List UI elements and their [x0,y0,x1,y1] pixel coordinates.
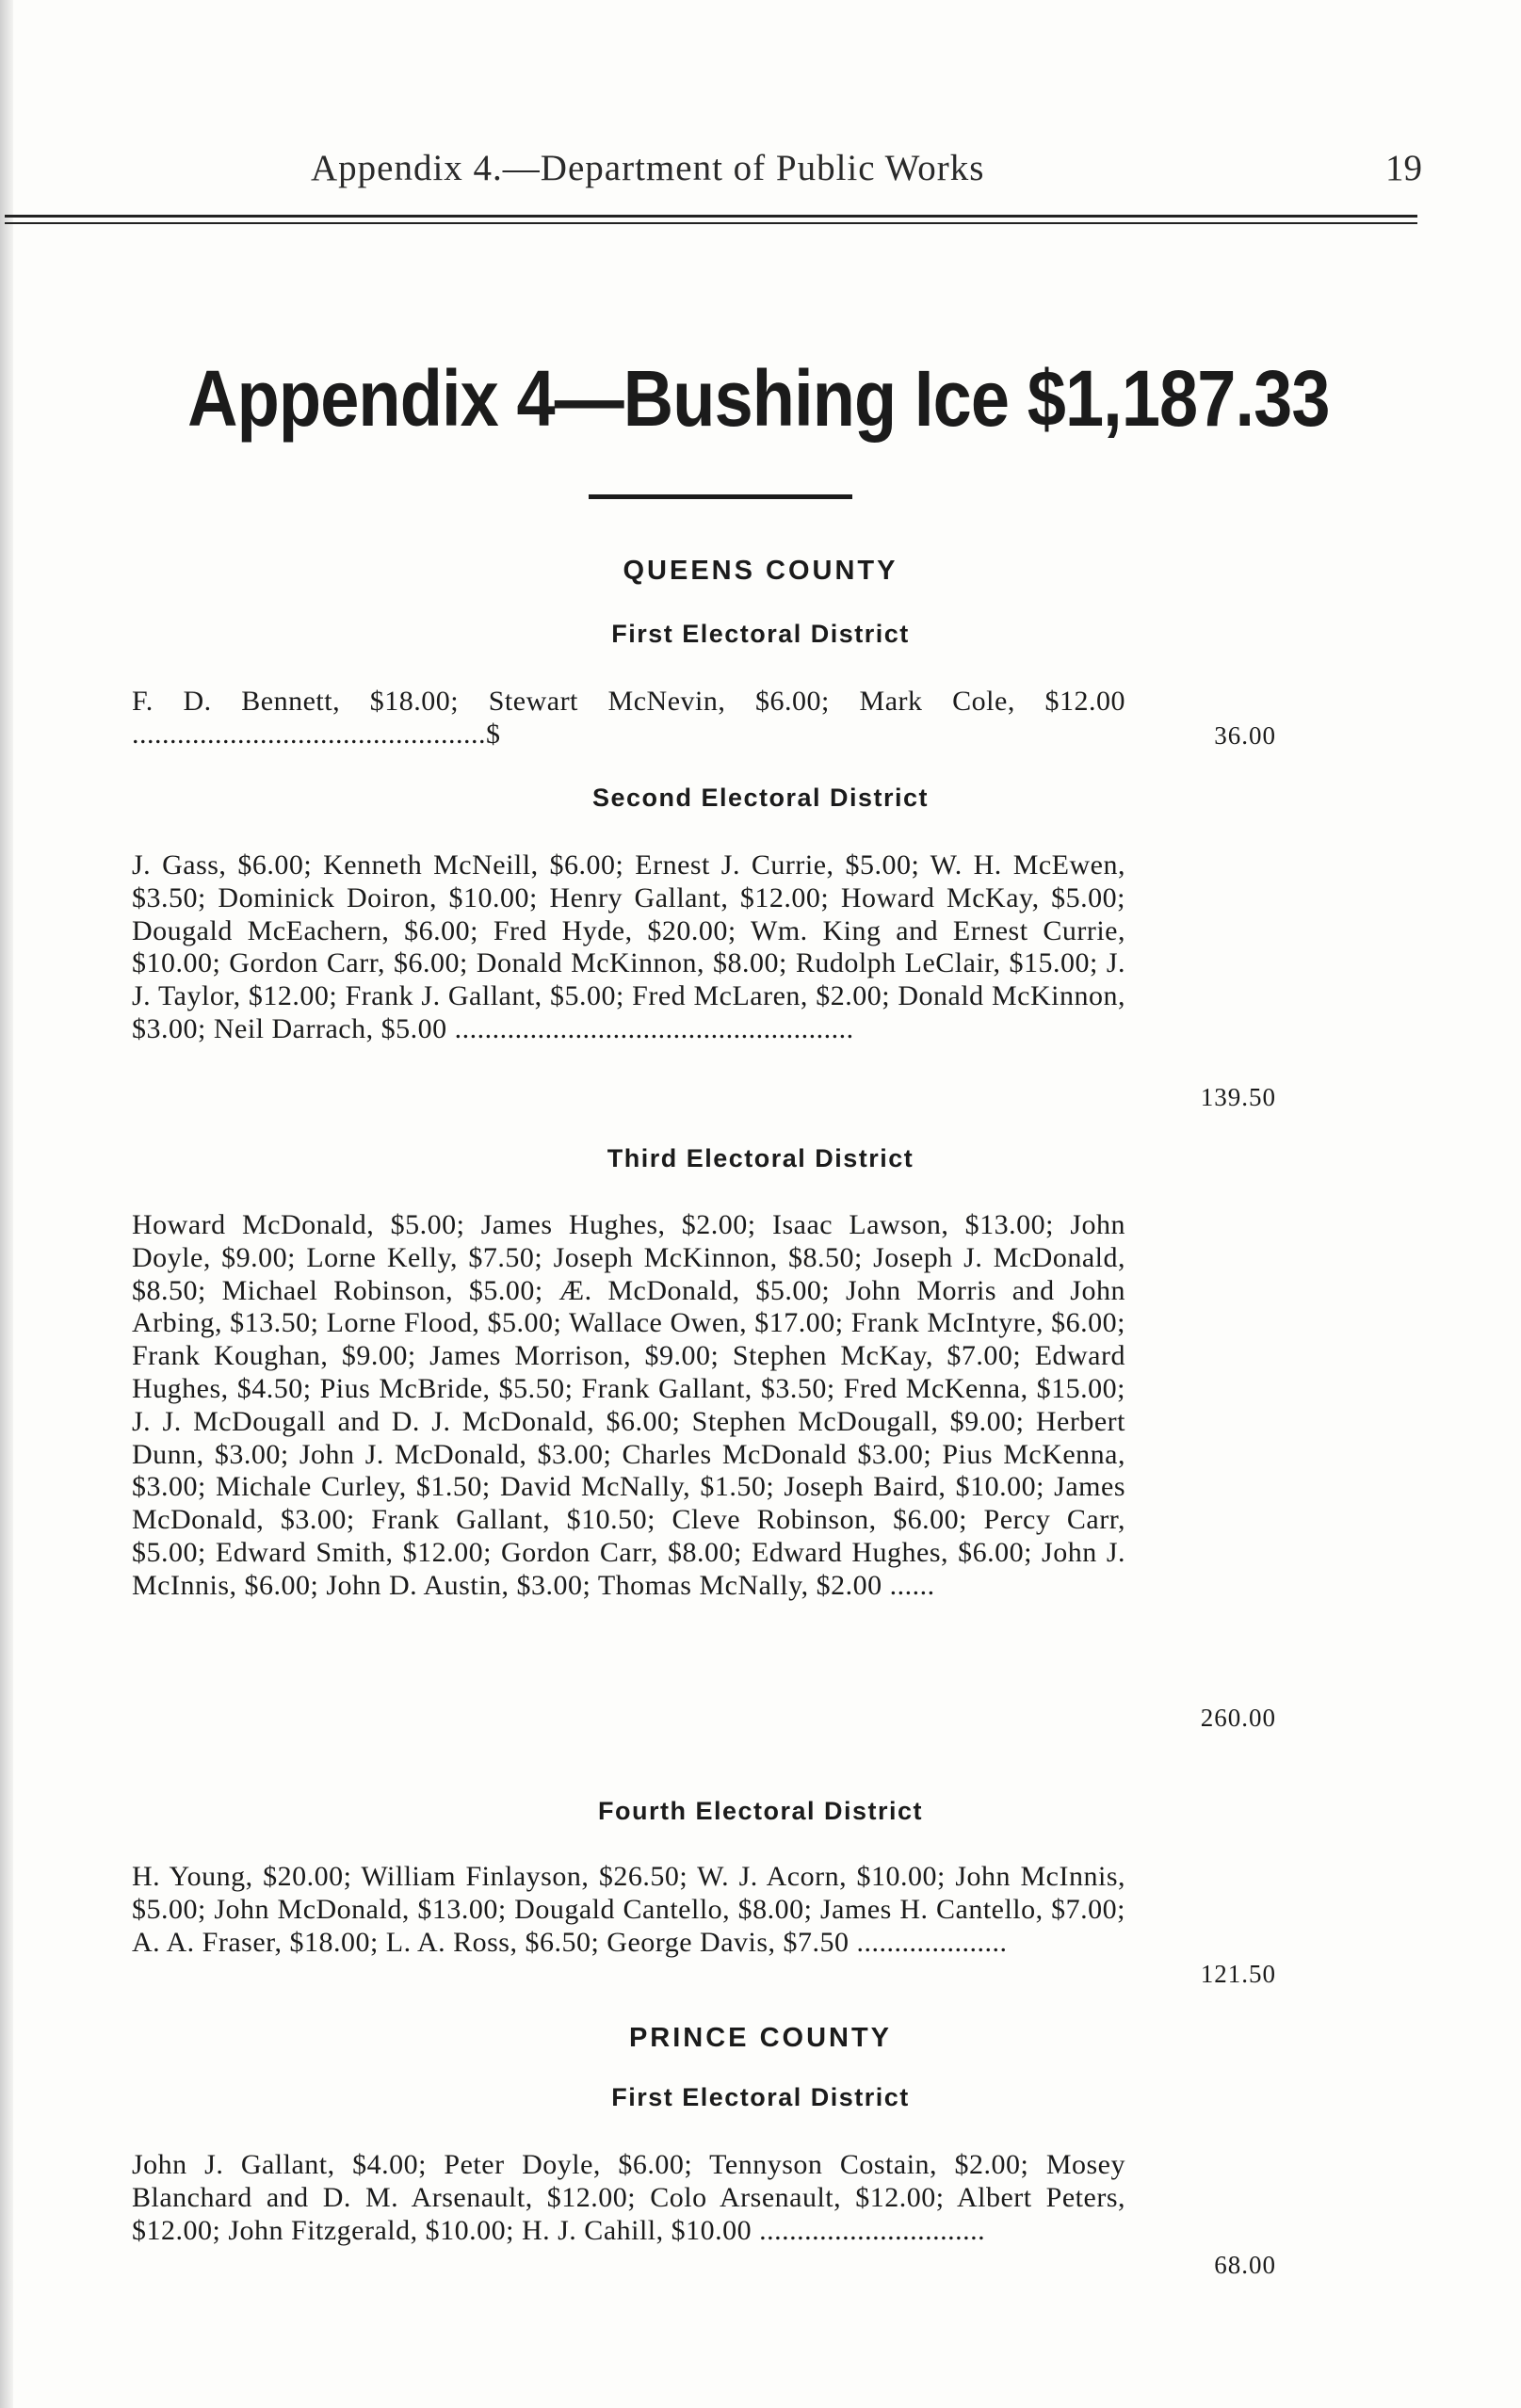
district-heading: Third Electoral District [607,1144,914,1172]
county-heading-queens: QUEENS COUNTY [623,556,898,586]
district-entry: J. Gass, $6.00; Kenneth McNeill, $6.00; Ernest J. Currie, $5.00; W. H. McEwen, $3.50; Dominick Doiron, $10.00; Henry Gallant, $12.00; Howard McKay, $5.00; Dougald McEachern, $6.00; Fred Hyde, $20.00; Wm. King and Ernest Currie, $10.00; Gordon Carr, $6.00; Donald McKinnon, $8.00; Rudolph LeClair, $15.00; J. J. Taylor, $12.00; Frank J. Gallant, $5.00; Fred McLaren, $2.00; Donald McKinnon, $3.00; Neil Darrach, $5.00 ..................................................... [132,849,1125,1044]
page-title: Appendix 4—Bushing Ice $1,187.33 [187,354,1330,443]
district-entry: H. Young, $20.00; William Finlayson, $26.50; W. J. Acorn, $10.00; John McInnis, $5.00; John McDonald, $13.00; Dougald Cantello, $8.00; James H. Cantello, $7.00; A. A. Fraser, $18.00; L. A. Ross, $6.50; George Davis, $7.50 .................... [132,1861,1125,1958]
header-rule-thick [5,215,1417,218]
district-heading: First Electoral District [611,620,910,648]
district-heading: Second Electoral District [591,784,930,812]
district-amount: 121.50 [1200,1960,1276,1988]
page-number: 19 [1385,148,1422,188]
district-entry: Howard McDonald, $5.00; James Hughes, $2.00; Isaac Lawson, $13.00; John Doyle, $9.00; Lorne Kelly, $7.50; Joseph McKinnon, $8.50; Joseph J. McDonald, $8.50; Michael Robinson, $5.00; Æ. McDonald, $5.00; John Morris and John Arbing, $13.50; Lorne Flood, $5.00; Wallace Owen, $17.00; Frank McIntyre, $6.00; Frank Koughan, $9.00; James Morrison, $9.00; Stephen McKay, $7.00; Edward Hughes, $4.50; Pius McBride, $5.50; Frank Gallant, $3.50; Fred McKenna, $15.00; J. J. McDougall and D. J. McDonald, $6.00; Stephen McDougall, $9.00; Herbert Dunn, $3.00; John J. McDonald, $3.00; Charles McDonald $3.00; Pius McKenna, $3.00; Michale Curley, $1.50; David McNally, $1.50; Joseph Baird, $10.00; James McDonald, $3.00; Frank Gallant, $10.50; Cleve Robinson, $6.00; Percy Carr, $5.00; Edward Smith, $12.00; Gordon Carr, $8.00; Edward Hughes, $6.00; John J. McInnis, $6.00; John D. Austin, $3.00; Thomas McNally, $2.00 ...... [132,1209,1125,1601]
title-rule [589,494,852,499]
district-heading: Fourth Electoral District [597,1797,924,1825]
running-head-title: Appendix 4.—Department of Public Works [311,148,985,188]
district-entry: John J. Gallant, $4.00; Peter Doyle, $6.00; Tennyson Costain, $2.00; Mosey Blanchard and D. M. Arsenault, $12.00; Colo Arsenault, $12.00; Albert Peters, $12.00; John Fitzgerald, $10.00; H. J. Cahill, $10.00 .............................. [132,2149,1125,2246]
district-amount: 36.00 [1214,721,1276,750]
district-amount: 68.00 [1214,2251,1276,2279]
county-heading-prince: PRINCE COUNTY [628,2023,893,2053]
district-amount: 139.50 [1200,1083,1276,1111]
running-head [0,143,1521,196]
district-heading: First Electoral District [611,2083,910,2111]
district-entry: F. D. Bennett, $18.00; Stewart McNevin, $6.00; Mark Cole, $12.00 ...............................................$ [132,686,1125,750]
header-rule-thin [5,222,1417,224]
district-amount: 260.00 [1200,1704,1276,1732]
